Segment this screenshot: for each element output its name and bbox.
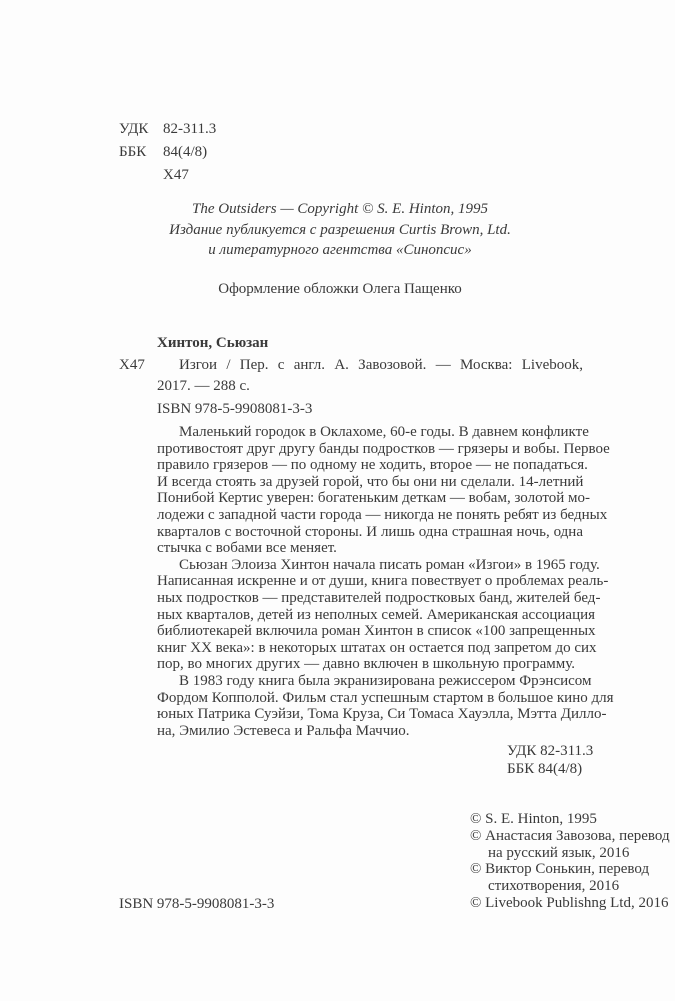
annotation-line: библиотекарей включила роман Хинтон в список «100 запрещенных <box>157 623 596 640</box>
annotation-line: книг XX века»: в некоторых штатах он остается под запретом до сих <box>157 639 597 656</box>
copyright-line: © Анастасия Завозова, перевод <box>470 827 670 844</box>
bbk-code <box>119 144 207 161</box>
annotation-line: правило грязеров — по одному не ходить, второе — не попадаться. <box>157 457 588 474</box>
annotation-line: В 1983 году книга была экранизирована режиссером Фрэнсисом <box>179 672 592 689</box>
annotation-line: Фордом Копполой. Фильм стал успешным стартом в большое кино для <box>157 689 614 706</box>
annotation-line: стычка с вобами все меняет. <box>157 540 337 557</box>
bottom-udk: УДК 82-311.3 <box>507 743 594 759</box>
bottom-bbk: ББК 84(4/8) <box>507 761 583 777</box>
rights-line-3: и литературного агентства «Синопсис» <box>208 242 472 258</box>
catalog-isbn: ISBN 978-5-9908081-3-3 <box>157 401 313 417</box>
copyright-line: © Livebook Publishng Ltd, 2016 <box>470 894 669 911</box>
rights-line-2: Издание публикуется с разрешения Curtis Brown, Ltd. <box>169 222 511 238</box>
annotation-line: Понибой Кертис уверен: богатеньким деткам — вобам, золотой мо- <box>157 490 590 507</box>
annotation-line: лодежи с западной части города — никогда не понять ребят из бедных <box>157 506 608 523</box>
bbk-label: ББК <box>119 144 147 160</box>
author-mark: Х47 <box>163 167 189 183</box>
udk-label: УДК <box>119 121 149 137</box>
annotation-line: кварталов с восточной стороны. И лишь одна страшная ночь, одна <box>157 523 583 540</box>
annotation-line: Написанная искренне и от души, книга повествует о проблемах реаль- <box>157 573 609 590</box>
copyright-line: © S. E. Hinton, 1995 <box>470 811 597 827</box>
isbn-bottom: ISBN 978-5-9908081-3-3 <box>119 896 275 912</box>
annotation-line: Маленький городок в Оклахоме, 60-е годы. В давнем конфликте <box>179 424 589 440</box>
cover-design-credit: Оформление обложки Олега Пащенко <box>218 281 462 297</box>
annotation-line: противостоят друг другу банды подростков — грязеры и вобы. Первое <box>157 440 610 457</box>
annotation <box>157 424 614 739</box>
udk-code <box>119 121 216 138</box>
copyright-line: стихотворения, 2016 <box>488 878 620 895</box>
annotation-line: на, Эмилио Эстевеса и Ральфа Маччио. <box>157 722 410 739</box>
copyright-list <box>470 811 670 912</box>
annotation-line: Сьюзан Элоиза Хинтон начала писать роман «Изгои» в 1965 году. <box>179 556 600 573</box>
annotation-line: И всегда стоять за друзей горой, что бы они ни сделали. 14-летний <box>157 473 584 490</box>
bbk-value: 84(4/8) <box>163 144 208 160</box>
udk-value: 82-311.3 <box>163 121 217 137</box>
annotation-line: ных кварталов, детей из неполных семей. Американская ассоциация <box>157 606 596 623</box>
annotation-line: юных Патрика Суэйзи, Тома Круза, Си Томаса Хауэлла, Мэтта Диллo- <box>157 706 607 723</box>
annotation-line: пор, во многих других — давно включен в школьную программу. <box>157 656 576 673</box>
catalog-title-cont: 2017. — 288 с. <box>157 378 250 394</box>
catalog-mark: Х47 <box>119 357 145 373</box>
copyright-line: на русский язык, 2016 <box>488 844 630 861</box>
rights-line-1: The Outsiders — Copyright © S. E. Hinton, 1995 <box>192 201 488 217</box>
catalog-author: Хинтон, Сьюзан <box>157 335 269 351</box>
copyright-line: © Виктор Сонькин, перевод <box>470 861 650 878</box>
catalog-title: Изгои / Пер. с англ. А. Завозовой. — Москва: Livebook, <box>179 357 583 373</box>
annotation-line: ных подростков — представителей подростковых банд, жителей бед- <box>157 589 601 606</box>
